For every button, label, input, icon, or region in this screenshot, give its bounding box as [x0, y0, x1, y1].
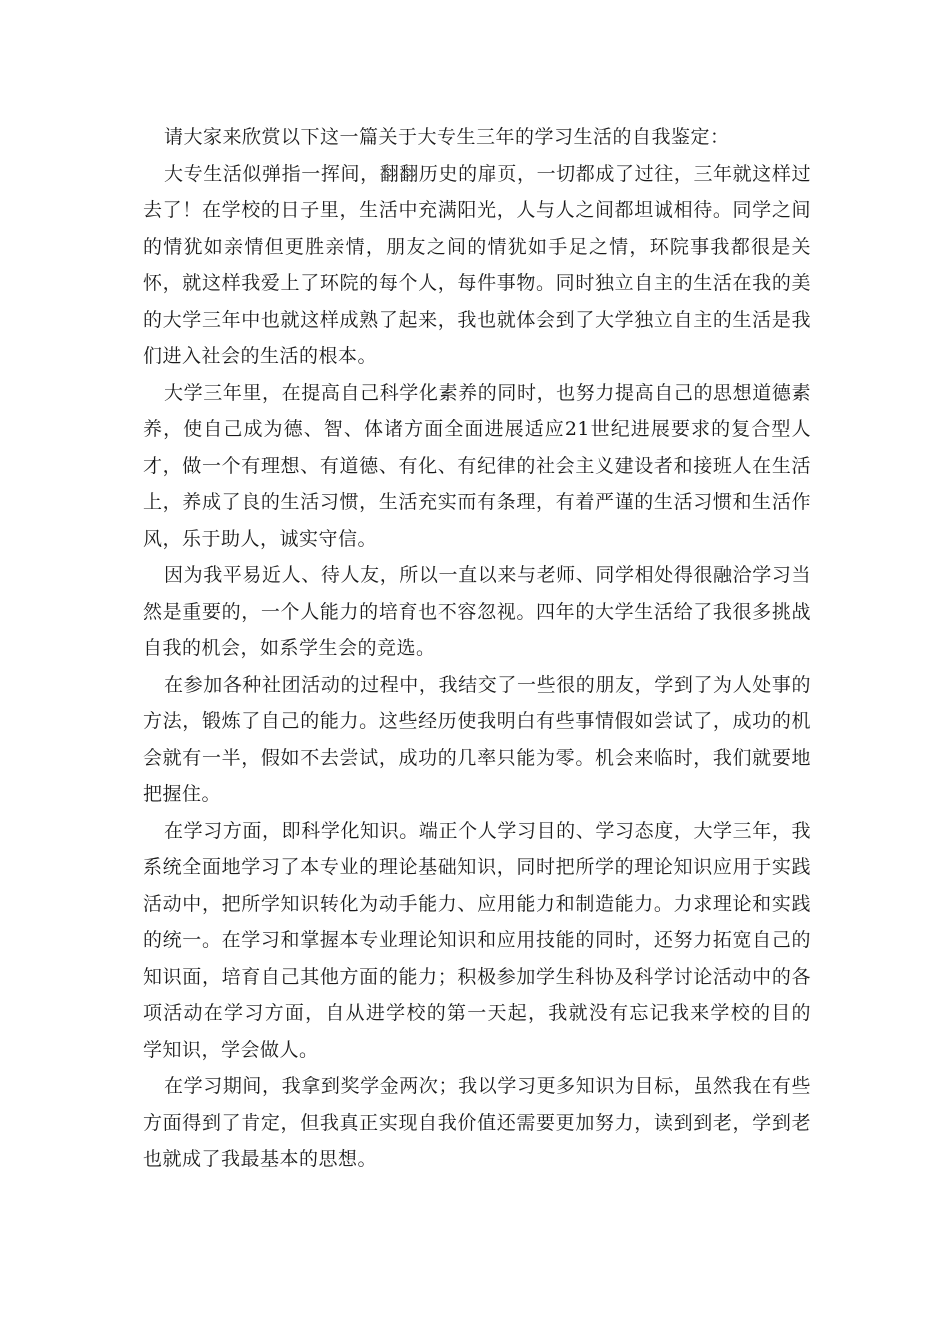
paragraph-scholarship: 在学习期间，我拿到奖学金两次；我以学习更多知识为目标，虽然我在有些方面得到了肯定，但我真正实现自我价值还需要更加努力，读到到老，学到老也就成了我最基本的思想。	[143, 1075, 811, 1170]
paragraph-study: 在学习方面，即科学化知识。端正个人学习目的、学习态度，大学三年，我系统全面地学习了本专业的理论基础知识，同时把所学的理论知识应用于实践活动中，把所学知识转化为动手能力、应用能力和制造能力。力求理论和实践的统一。在学习和掌握本专业理论知识和应用技能的同时，还努力拓宽自己的知识面，培育自己其他方面的能力；积极参加学生科协及科学讨论活动中的各项活动在学习方面，自从进学校的第一天起，我就没有忘记我来学校的目的 学知识，学会做人。	[143, 819, 811, 1061]
paragraph-college-life: 大专生活似弹指一挥间，翻翻历史的扉页，一切都成了过往，三年就这样过去了！在学校的日子里，生活中充满阳光，人与人之间都坦诚相待。同学之间的情犹如亲情但更胜亲情，朋友之间的情犹如手足之情，环院事我都很是关怀，就这样我爱上了环院的每个人，每件事物。同时独立自主的生活在我的美的大学三年中也就这样成熟了起来，我也就体会到了大学独立自主的生活是我们进入社会的生活的根本。	[143, 162, 811, 367]
paragraph-moral-development: 大学三年里，在提高自己科学化素养的同时，也努力提高自己的思想道德素养，使自己成为德、智、体诸方面全面进展适应21世纪进展要求的复合型人才，做一个有理想、有道德、有化、有纪律的社会主义建设者和接班人在生活上，养成了良的生活习惯，生活充实而有条理，有着严谨的生活习惯和生活作风，乐于助人，诚实守信。	[143, 381, 811, 550]
paragraph-club-activities: 在参加各种社团活动的过程中，我结交了一些很的朋友，学到了为人处事的方法，锻炼了自己的能力。这些经历使我明白有些事情假如尝试了，成功的机会就有一半，假如不去尝试，成功的几率只能为零。机会来临时，我们就要地把握住。	[143, 673, 811, 805]
paragraph-relationships: 因为我平易近人、待人友，所以一直以来与老师、同学相处得很融洽学习当然是重要的，一个人能力的培育也不容忽视。四年的大学生活给了我很多挑战自我的机会，如系学生会的竞选。	[143, 564, 811, 659]
document-body	[143, 119, 811, 1178]
intro-paragraph: 请大家来欣赏以下这一篇关于大专生三年的学习生活的自我鉴定：	[164, 126, 730, 148]
